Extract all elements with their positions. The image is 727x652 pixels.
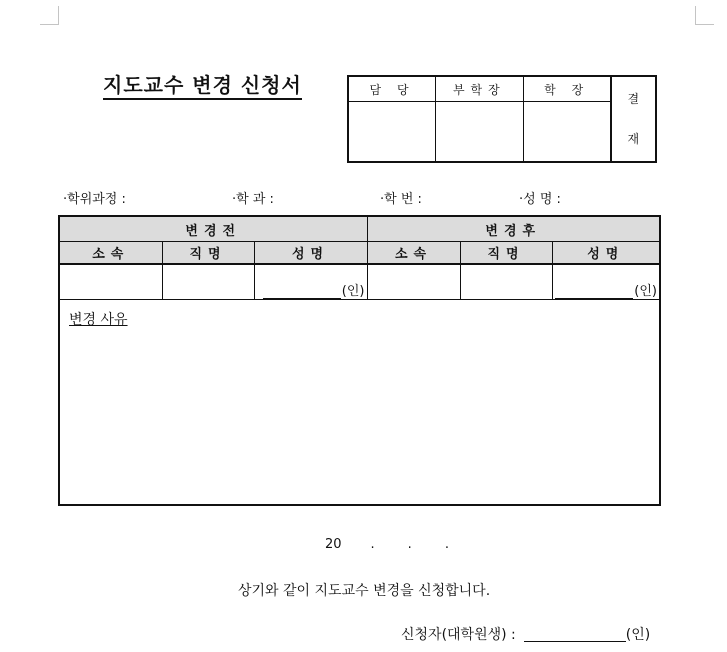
applicant-seal-mark: (인) bbox=[625, 627, 651, 643]
change-table bbox=[58, 215, 661, 506]
approval-side-label bbox=[611, 76, 656, 162]
reason-label: 변경 사유 bbox=[69, 312, 128, 328]
cell-position-before[interactable] bbox=[162, 264, 254, 300]
reason-cell[interactable] bbox=[59, 300, 660, 506]
cell-name-before[interactable] bbox=[254, 264, 367, 300]
form-title: 지도교수 변경 신청서 bbox=[103, 73, 302, 100]
applicant-signature-line[interactable] bbox=[524, 626, 626, 642]
col-affiliation-before: 소속 bbox=[59, 242, 162, 265]
col-position-after: 직명 bbox=[460, 242, 552, 265]
col-name-after: 성명 bbox=[552, 242, 660, 265]
approval-sign-vice-dean[interactable] bbox=[436, 102, 524, 163]
approval-side-label-bottom: 재 bbox=[627, 132, 640, 146]
approval-header-manager: 담 당 bbox=[348, 76, 436, 102]
cell-name-after[interactable] bbox=[552, 264, 660, 300]
seal-mark-after: (인) bbox=[634, 284, 657, 299]
approval-box bbox=[347, 75, 657, 163]
seal-mark-before: (인) bbox=[341, 284, 365, 299]
header-after-change: 변경후 bbox=[367, 216, 660, 242]
statement-text: 상기와 같이 지도교수 변경을 신청합니다. bbox=[238, 583, 491, 599]
info-student-id-label: ·학 번 : bbox=[380, 192, 422, 207]
cell-position-after[interactable] bbox=[460, 264, 552, 300]
col-name-before: 성명 bbox=[254, 242, 367, 265]
approval-side-label-top: 결 bbox=[627, 92, 640, 106]
info-name-label: ·성 명 : bbox=[519, 192, 561, 207]
signature-line-before bbox=[263, 282, 341, 299]
applicant-row bbox=[401, 624, 650, 644]
page-corner-mark-left bbox=[40, 6, 59, 25]
info-program-label: ·학위과정 : bbox=[63, 192, 126, 207]
approval-header-dean: 학 장 bbox=[523, 76, 611, 102]
approval-sign-manager[interactable] bbox=[348, 102, 436, 163]
cell-affiliation-after[interactable] bbox=[367, 264, 460, 300]
page-corner-mark-right bbox=[695, 6, 714, 25]
header-before-change: 변경전 bbox=[59, 216, 367, 242]
date-line: 20 . . . bbox=[325, 537, 449, 552]
signature-line-after bbox=[555, 282, 633, 299]
col-affiliation-after: 소속 bbox=[367, 242, 460, 265]
applicant-label: 신청자(대학원생) : bbox=[401, 627, 516, 643]
approval-header-vice-dean: 부학장 bbox=[436, 76, 524, 102]
info-department-label: ·학 과 : bbox=[232, 192, 274, 207]
approval-sign-dean[interactable] bbox=[523, 102, 611, 163]
col-position-before: 직명 bbox=[162, 242, 254, 265]
cell-affiliation-before[interactable] bbox=[59, 264, 162, 300]
